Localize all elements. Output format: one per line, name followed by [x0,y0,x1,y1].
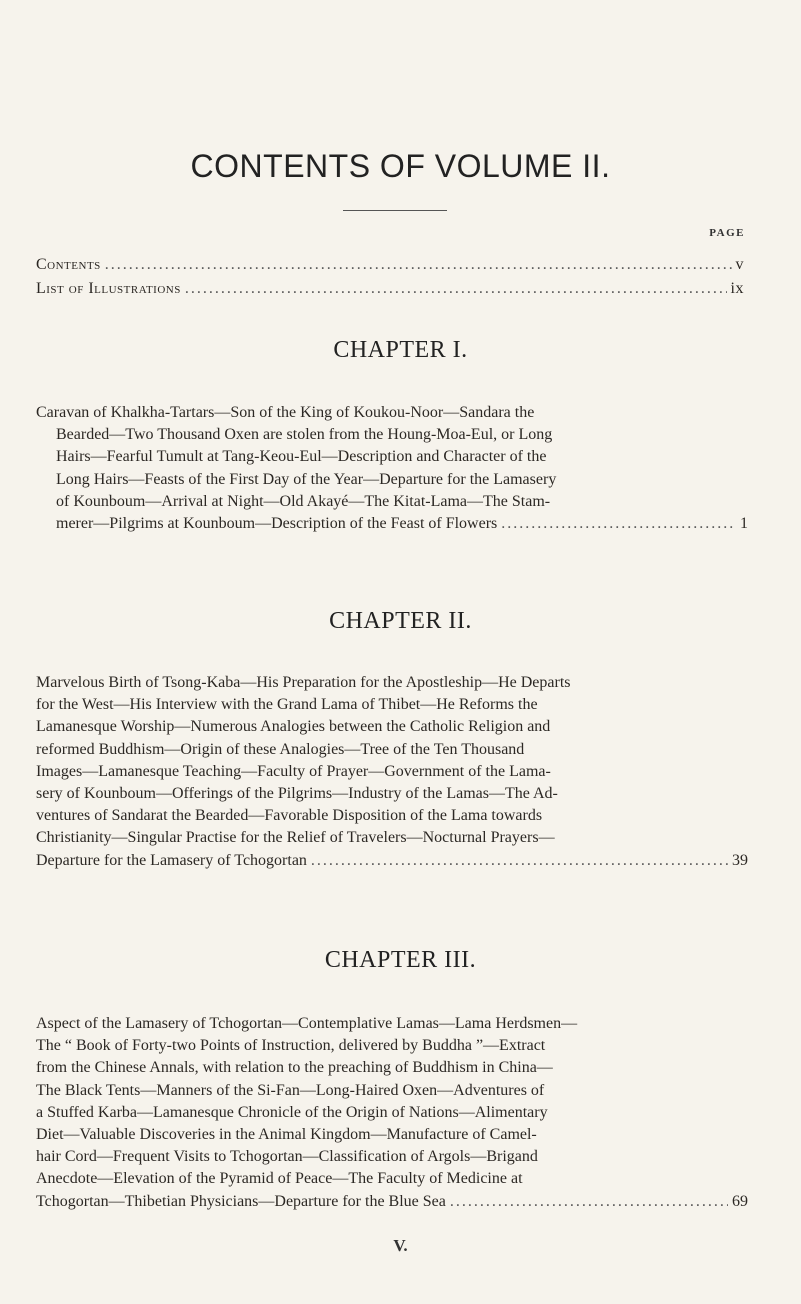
summary-line: reformed Buddhism—Origin of these Analogies—Tree of the Ten Thousand [36,740,525,758]
summary-line: Marvelous Birth of Tsong-Kaba—His Preparation for the Apostleship—He Departs [36,674,571,691]
dot-leader [450,1191,728,1213]
summary-line: Diet—Valuable Discoveries in the Animal Kingdom—Manufacture of Camel- [36,1126,537,1144]
chapter-summary[interactable] [36,672,748,872]
summary-line: Images—Lamanesque Teaching—Faculty of Prayer—Government of the Lama- [36,762,551,780]
summary-line: for the West—His Interview with the Grand Lama of Thibet—He Reforms the [36,696,538,714]
chapter-heading: CHAPTER I. [333,337,468,363]
toc-entry-label: Contents [36,256,101,273]
chapter-page-number: 69 [732,1192,748,1210]
summary-line: Hairs—Fearful Tumult at Tang-Keou-Eul—Description and Character of the [56,448,547,466]
summary-line: Long Hairs—Feasts of the First Day of the Year—Departure for the Lamasery [56,470,557,488]
toc-entry-illustrations[interactable] [36,280,744,298]
summary-line: Christianity—Singular Practise for the Relief of Travelers—Nocturnal Prayers— [36,829,555,847]
summary-line: sery of Kounboum—Offerings of the Pilgrims—Industry of the Lamas—The Ad- [36,785,558,803]
summary-line: merer—Pilgrims at Kounboum—Description of the Feast of Flowers [56,515,498,533]
title-rule [343,210,447,211]
dot-leader [311,850,728,872]
chapter-heading: CHAPTER II. [329,608,472,634]
summary-line: Tchogortan—Thibetian Physicians—Departure for the Blue Sea [36,1192,446,1210]
chapter-summary[interactable] [36,402,748,535]
summary-line: of Kounboum—Arrival at Night—Old Akayé—The Kitat-Lama—The Stam- [56,492,551,510]
dot-leader [105,256,732,274]
summary-last-line [36,1191,748,1213]
chapter-summary[interactable] [36,1013,748,1213]
toc-entry-contents[interactable] [36,256,744,274]
chapter-page-number: 39 [732,851,748,869]
summary-line: The Black Tents—Manners of the Si-Fan—Long-Haired Oxen—Adventures of [36,1081,545,1099]
summary-line: Bearded—Two Thousand Oxen are stolen from the Houng-Moa-Eul, or Long [56,426,553,444]
summary-line: a Stuffed Karba—Lamanesque Chronicle of the Origin of Nations—Alimentary [36,1103,548,1121]
toc-entry-page: v [735,256,744,273]
dot-leader [501,513,736,535]
summary-line: Departure for the Lamasery of Tchogortan [36,851,307,869]
page-column-label: PAGE [709,227,745,239]
summary-last-line [36,850,748,872]
summary-line: Aspect of the Lamasery of Tchogortan—Contemplative Lamas—Lama Herdsmen— [36,1015,578,1032]
toc-entry-page: ix [730,280,744,297]
summary-last-line [36,513,748,535]
summary-line: ventures of Sandarat the Bearded—Favorable Disposition of the Lama towards [36,807,543,825]
summary-line: Caravan of Khalkha-Tartars—Son of the King of Koukou-Noor—Sandara the [36,404,535,421]
toc-entry-label: List of Illustrations [36,280,181,297]
summary-line: Lamanesque Worship—Numerous Analogies between the Catholic Religion and [36,718,551,736]
summary-line: hair Cord—Frequent Visits to Tchogortan—Classification of Argols—Brigand [36,1148,538,1166]
summary-line: Anecdote—Elevation of the Pyramid of Peace—The Faculty of Medicine at [36,1170,523,1188]
folio-number: V. [393,1236,408,1255]
page-title: CONTENTS OF VOLUME II. [190,148,611,184]
dot-leader [185,280,727,298]
chapter-page-number: 1 [740,515,748,533]
summary-line: from the Chinese Annals, with relation to the preaching of Buddhism in China— [36,1059,553,1077]
summary-line: The “ Book of Forty-two Points of Instruction, delivered by Buddha ”—Extract [36,1037,546,1055]
chapter-heading: CHAPTER III. [324,947,477,973]
